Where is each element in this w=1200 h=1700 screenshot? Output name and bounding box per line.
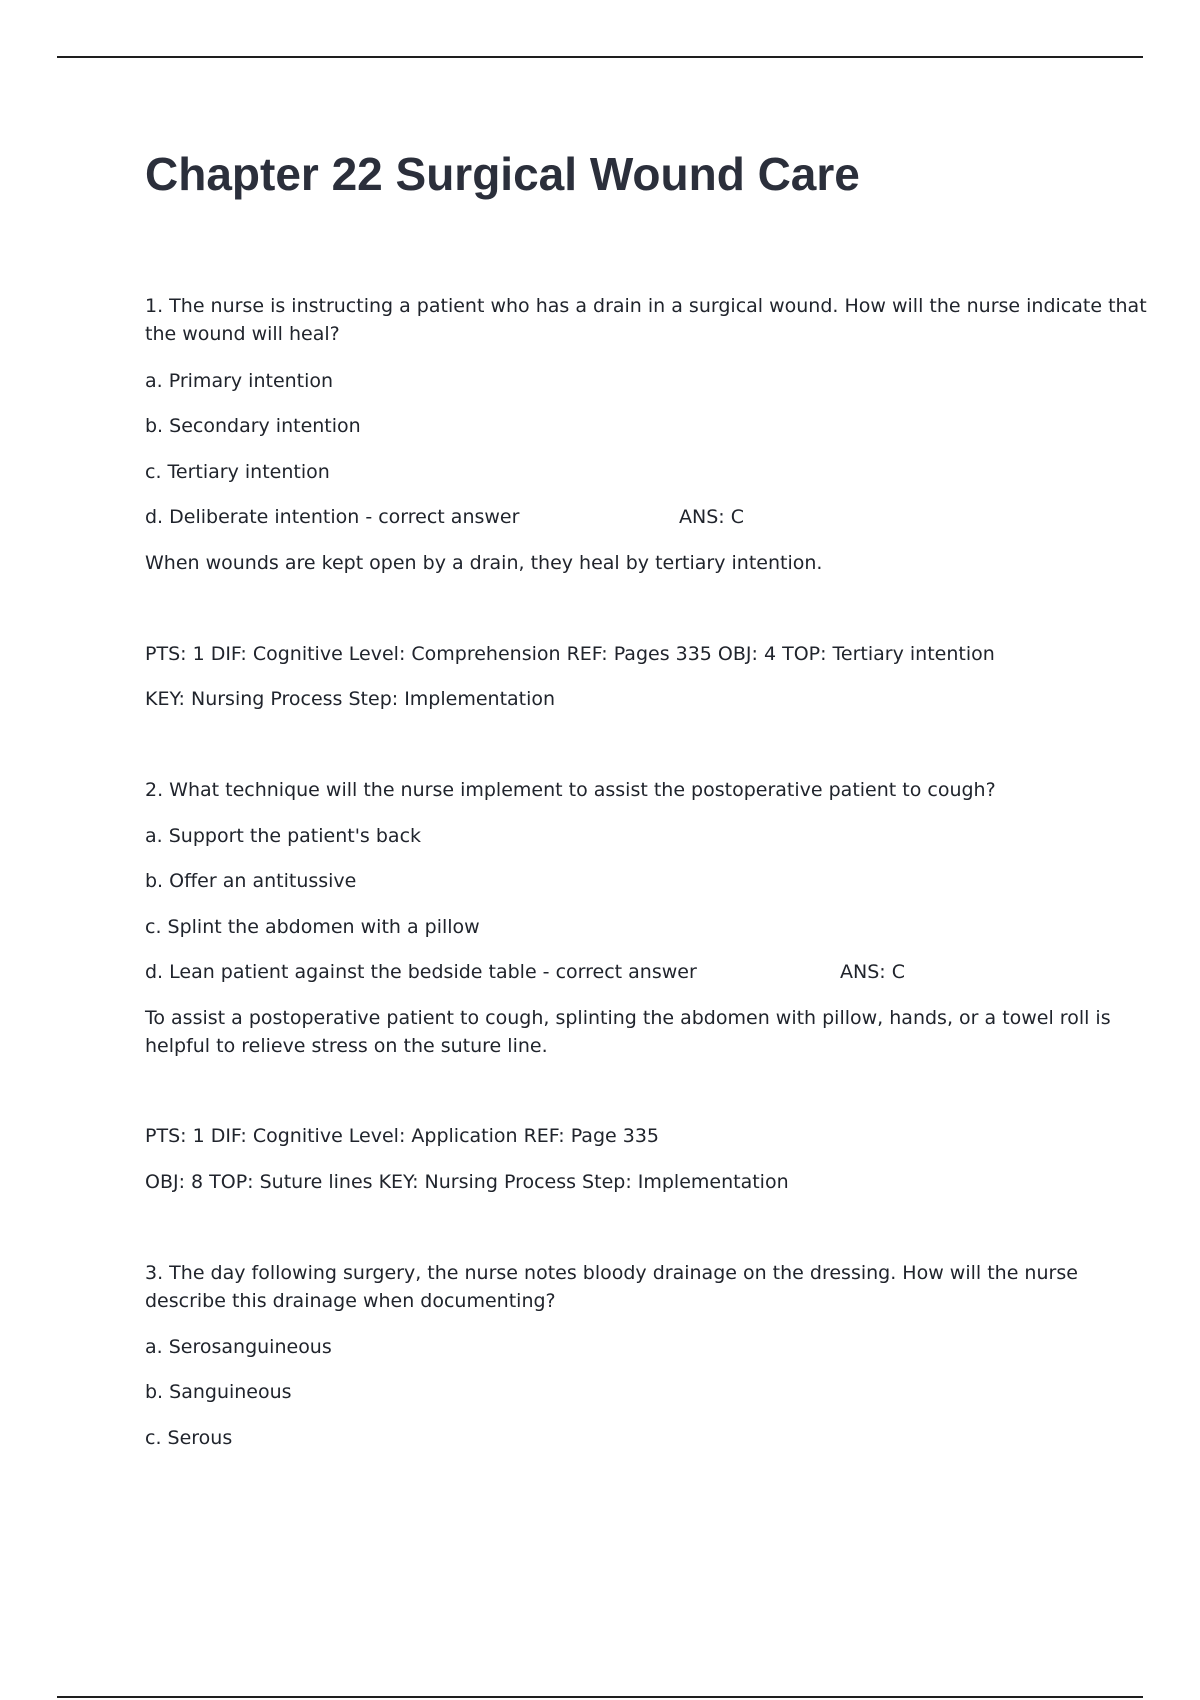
q2-option-d: d. Lean patient against the bedside table - correct answer — [145, 961, 697, 983]
q1-stem-line2: the wound will heal? — [145, 323, 340, 345]
q3-stem-line2: describe this drainage when documenting? — [145, 1290, 556, 1312]
q1-option-d: d. Deliberate intention - correct answer — [145, 506, 520, 528]
q1-answer: ANS: C — [679, 506, 744, 528]
q3-option-b: b. Sanguineous — [145, 1381, 292, 1403]
q3-option-a: a. Serosanguineous — [145, 1336, 332, 1358]
q2-meta-line2: OBJ: 8 TOP: Suture lines KEY: Nursing Process Step: Implementation — [145, 1171, 789, 1193]
q3-stem-line1: 3. The day following surgery, the nurse notes bloody drainage on the dressing. How will the nurse — [145, 1262, 1078, 1284]
q2-rationale-line1: To assist a postoperative patient to cough, splinting the abdomen with pillow, hands, or a towel roll is — [145, 1007, 1111, 1029]
bottom-rule — [57, 1696, 1143, 1698]
q2-stem: 2. What technique will the nurse implement to assist the postoperative patient to cough? — [145, 779, 996, 801]
q2-rationale-line2: helpful to relieve stress on the suture line. — [145, 1035, 548, 1057]
q2-option-a: a. Support the patient's back — [145, 825, 422, 847]
q1-stem-line1: 1. The nurse is instructing a patient who has a drain in a surgical wound. How will the nurse indicate that — [145, 295, 1147, 317]
q2-answer: ANS: C — [840, 961, 905, 983]
q1-rationale: When wounds are kept open by a drain, they heal by tertiary intention. — [145, 552, 823, 574]
q1-meta-line1: PTS: 1 DIF: Cognitive Level: Comprehension REF: Pages 335 OBJ: 4 TOP: Tertiary intention — [145, 643, 995, 665]
q1-option-a: a. Primary intention — [145, 370, 334, 392]
q1-option-b: b. Secondary intention — [145, 415, 361, 437]
page-title: Chapter 22 Surgical Wound Care — [145, 148, 860, 200]
q1-meta-line2: KEY: Nursing Process Step: Implementation — [145, 688, 556, 710]
q2-option-b: b. Offer an antitussive — [145, 870, 357, 892]
q1-option-c: c. Tertiary intention — [145, 461, 330, 483]
q3-option-c: c. Serous — [145, 1427, 233, 1449]
top-rule — [57, 56, 1143, 58]
q2-meta-line1: PTS: 1 DIF: Cognitive Level: Application REF: Page 335 — [145, 1125, 659, 1147]
q2-option-c: c. Splint the abdomen with a pillow — [145, 916, 480, 938]
